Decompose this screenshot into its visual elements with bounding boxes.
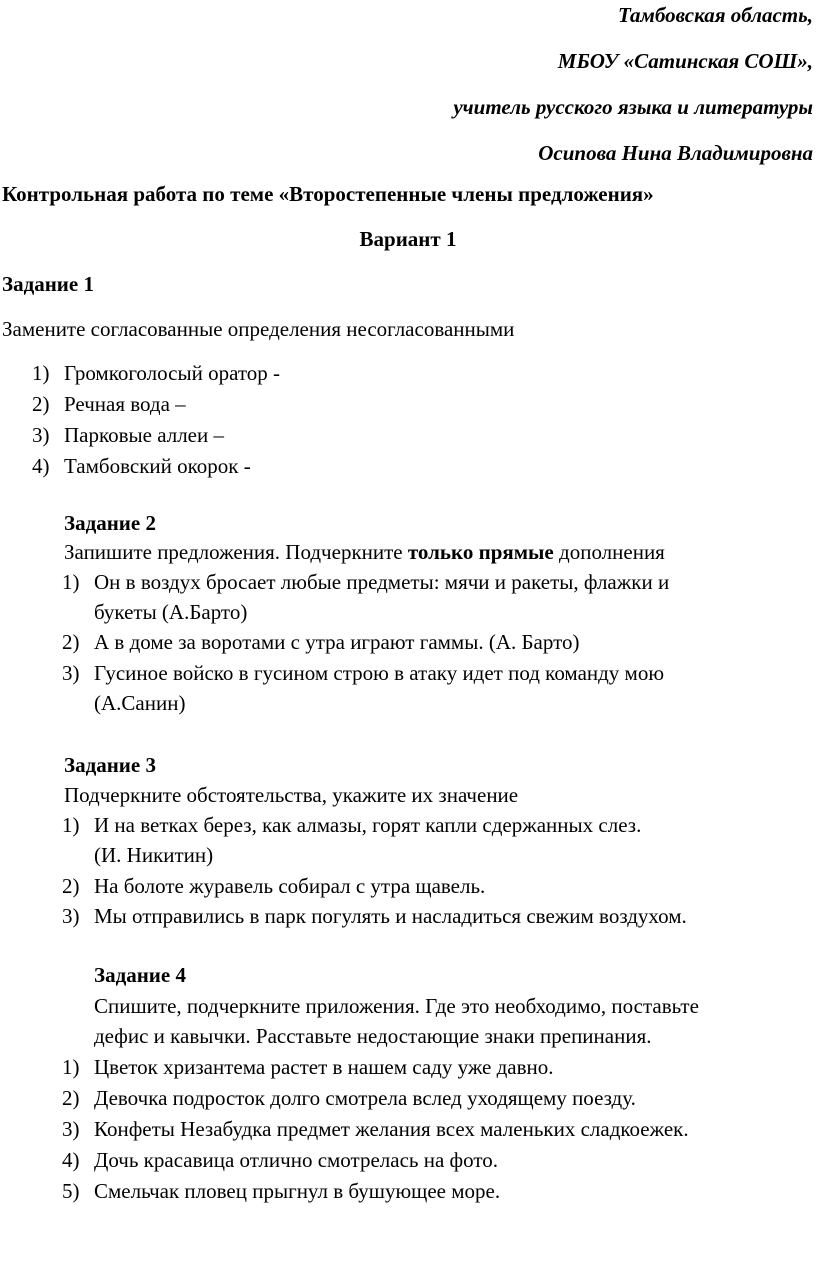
item-number: 3)	[32, 423, 50, 447]
item-text: Громкоголосый оратор -	[64, 361, 280, 385]
item-text: Конфеты Незабудка предмет желания всех маленьких сладкоежек.	[94, 1117, 689, 1141]
item-number: 3)	[62, 1117, 80, 1141]
task3-heading: Задание 3	[64, 753, 156, 777]
item-number: 1)	[62, 1055, 80, 1079]
item-number: 1)	[62, 570, 80, 594]
item-text: Мы отправились в парк погулять и насладиться свежим воздухом.	[94, 904, 687, 928]
item-number: 3)	[62, 661, 80, 685]
header-position: учитель русского языка и литературы	[453, 95, 813, 119]
item-number: 4)	[62, 1148, 80, 1172]
item-text-continuation: (И. Никитин)	[94, 843, 214, 867]
item-text: Смельчак пловец прыгнул в бушующее море.	[94, 1179, 501, 1203]
item-number: 4)	[32, 454, 50, 478]
item-text-continuation: букеты (А.Барто)	[94, 600, 248, 624]
item-text: Парковые аллеи –	[64, 423, 224, 447]
item-number: 5)	[62, 1179, 80, 1203]
task4-instruction-continuation: дефис и кавычки. Расставьте недостающие знаки препинания.	[94, 1024, 652, 1048]
task3-instruction: Подчеркните обстоятельства, укажите их значение	[64, 783, 519, 807]
item-text: И на ветках берез, как алмазы, горят капли сдержанных слез.	[94, 813, 642, 837]
item-text: Девочка подросток долго смотрела вслед уходящему поезду.	[94, 1086, 636, 1110]
task1-instruction: Замените согласованные определения несогласованными	[2, 317, 515, 341]
instruction-emphasis: только прямые	[407, 540, 554, 564]
item-number: 1)	[32, 361, 50, 385]
item-number: 2)	[32, 392, 50, 416]
variant-label: Вариант 1	[359, 227, 457, 251]
item-number: 2)	[62, 630, 80, 654]
item-text: А в доме за воротами с утра играют гаммы. (А. Барто)	[94, 630, 580, 654]
item-number: 2)	[62, 874, 80, 898]
document-title: Контрольная работа по теме «Второстепенные члены предложения»	[2, 182, 654, 206]
item-number: 2)	[62, 1086, 80, 1110]
task2-instruction	[64, 539, 665, 565]
item-text: Цветок хризантема растет в нашем саду уже давно.	[94, 1055, 554, 1079]
item-text: Гусиное войско в гусином строю в атаку идет под команду мою	[94, 661, 665, 685]
task4-instruction: Спишите, подчеркните приложения. Где это необходимо, поставьте	[94, 994, 699, 1018]
item-text: Он в воздух бросает любые предметы: мячи и ракеты, флажки и	[94, 570, 670, 594]
item-text: Речная вода –	[64, 392, 186, 416]
item-number: 1)	[62, 813, 80, 837]
instruction-text: Запишите предложения. Подчеркните	[64, 540, 408, 564]
item-text: Тамбовский окорок -	[64, 454, 251, 478]
task4-heading: Задание 4	[94, 963, 186, 987]
item-text: На болоте журавель собирал с утра щавель.	[94, 874, 486, 898]
item-text: Дочь красавица отлично смотрелась на фото.	[94, 1148, 499, 1172]
header-region: Тамбовская область,	[617, 3, 813, 27]
header-author: Осипова Нина Владимировна	[538, 141, 813, 165]
task2-heading: Задание 2	[64, 511, 156, 535]
item-number: 3)	[62, 904, 80, 928]
task1-heading: Задание 1	[2, 272, 94, 296]
item-text-continuation: (А.Санин)	[94, 691, 186, 715]
header-school: МБОУ «Сатинская СОШ»,	[557, 49, 813, 73]
instruction-text: дополнения	[553, 540, 665, 564]
